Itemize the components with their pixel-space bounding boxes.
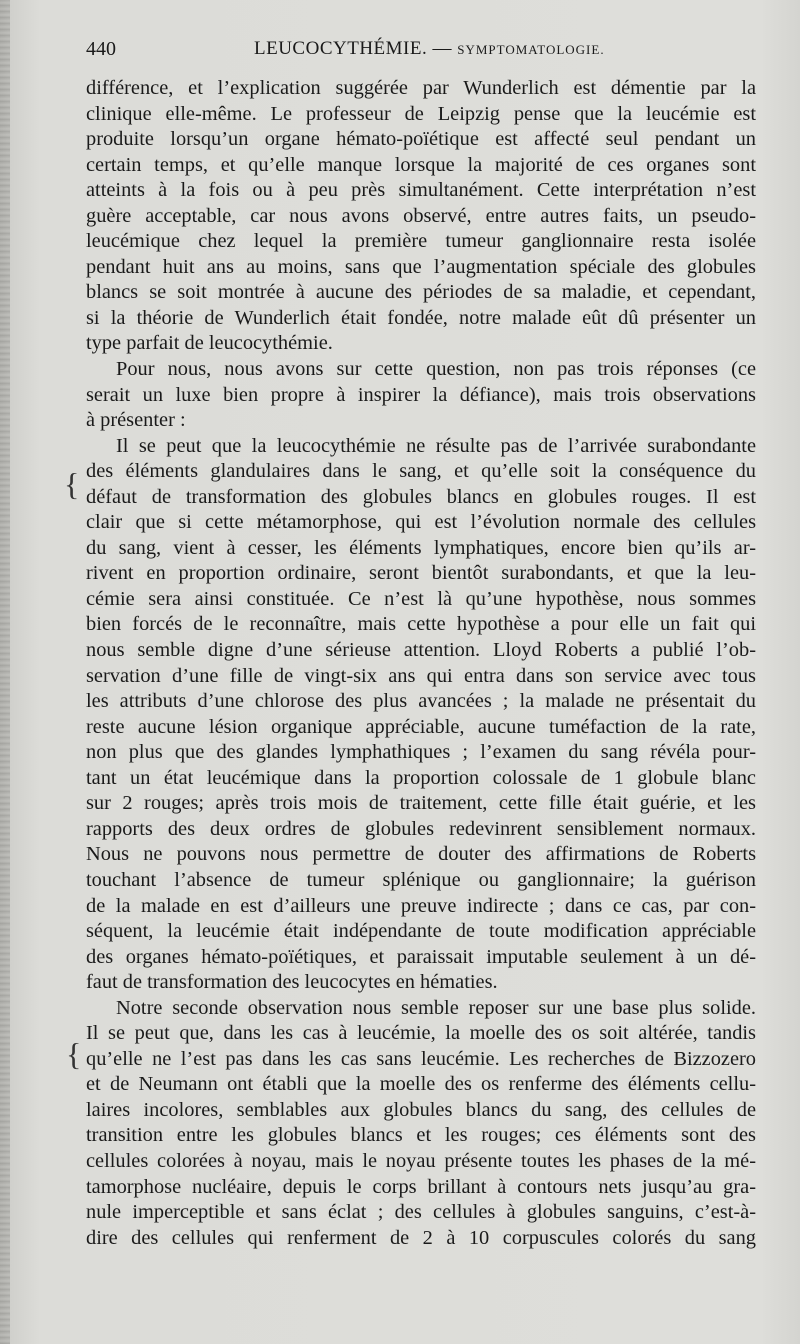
- text-line: leucémique chez lequel la première tumeur ganglionnaire resta isolée: [86, 230, 756, 253]
- text-line: si la théorie de Wunderlich était fondée, notre malade eût dû présenter un: [86, 306, 756, 329]
- text-line: rapports des deux ordres de globules redevinrent sensiblement normaux.: [86, 817, 756, 840]
- text-line: à présenter :: [86, 409, 186, 432]
- page-header: [86, 38, 756, 68]
- running-title: [254, 38, 605, 60]
- text-line: Pour nous, nous avons sur cette question, non pas trois réponses (ce: [116, 358, 756, 381]
- text-line: des organes hémato-poïétiques, et paraissait imputable seulement à un dé-: [86, 945, 756, 968]
- body-text: [86, 76, 756, 1251]
- text-line: rivent en proportion ordinaire, seront bientôt surabondants, et que la leu-: [86, 562, 756, 585]
- text-line: Il se peut que la leucocythémie ne résulte pas de l’arrivée surabondante: [116, 434, 756, 457]
- text-line: faut de transformation des leucocytes en hématies.: [86, 971, 498, 994]
- text-line: servation d’une fille de vingt-six ans qui entra dans son service avec tous: [86, 664, 756, 687]
- text-line: Il se peut que, dans les cas à leucémie, la moelle des os soit altérée, tandis: [86, 1022, 756, 1045]
- text-line: défaut de transformation des globules blancs en globules rouges. Il est: [86, 485, 756, 508]
- text-line: transition entre les globules blancs et les rouges; ces éléments sont des: [86, 1124, 756, 1147]
- text-line: qu’elle ne l’est pas dans les cas sans leucémie. Les recherches de Bizzozero: [86, 1047, 756, 1070]
- text-line: Notre seconde observation nous semble reposer sur une base plus solide.: [116, 996, 756, 1019]
- text-line: touchant l’absence de tumeur splénique ou ganglionnaire; la guérison: [86, 868, 756, 891]
- text-line: nule imperceptible et sans éclat ; des cellules à globules sanguins, c’est-à-: [86, 1201, 756, 1224]
- text-line: tamorphose nucléaire, depuis le corps brillant à contours nets jusqu’au gra-: [86, 1175, 756, 1198]
- text-line: et de Neumann ont établi que la moelle des os renferme des éléments cellu-: [86, 1073, 756, 1096]
- text-line: clair que si cette métamorphose, qui est l’évolution normale des cellules: [86, 511, 756, 534]
- text-line: reste aucune lésion organique appréciable, aucune tuméfaction de la rate,: [86, 715, 756, 738]
- running-title-main: LEUCOCYTHÉMIE. —: [254, 38, 452, 59]
- text-line: pendant huit ans au moins, sans que l’augmentation spéciale des globules: [86, 255, 756, 278]
- margin-bracket-2: {: [66, 1036, 82, 1072]
- text-line: dire des cellules qui renferment de 2 à 10 corpuscules colorés du sang: [86, 1226, 756, 1249]
- text-line: laires incolores, semblables aux globules blancs du sang, des cellules de: [86, 1098, 756, 1121]
- text-line: non plus que des glandes lymphathiques ; l’examen du sang révéla pour-: [86, 741, 756, 764]
- text-line: serait un luxe bien propre à inspirer la défiance), mais trois observations: [86, 383, 756, 406]
- text-line: du sang, vient à cesser, les éléments lymphatiques, encore bien qu’ils ar-: [86, 536, 756, 559]
- text-line: blancs se soit montrée à aucune des périodes de sa maladie, et cependant,: [86, 281, 756, 304]
- text-line: certain temps, et qu’elle manque lorsque la majorité de ces organes sont: [86, 153, 756, 176]
- text-line: les attributs d’une chlorose des plus avancées ; la malade ne présentait du: [86, 690, 756, 713]
- text-line: séquent, la leucémie était indépendante de toute modification appréciable: [86, 920, 756, 943]
- binding-edge: [0, 0, 10, 1344]
- text-line: cémie sera ainsi constituée. Ce n’est là qu’une hypothèse, nous sommes: [86, 587, 756, 610]
- text-line: de la malade en est d’ailleurs une preuve indirecte ; dans ce cas, par con-: [86, 894, 756, 917]
- text-line: produite lorsqu’un organe hémato-poïétique est affecté seul pendant un: [86, 128, 756, 151]
- text-line: type parfait de leucocythémie.: [86, 332, 333, 355]
- text-line: bien forcés de le reconnaître, mais cette hypothèse a pour elle un fait qui: [86, 613, 756, 636]
- text-line: Nous ne pouvons nous permettre de douter des affirmations de Roberts: [86, 843, 756, 866]
- text-line: guère acceptable, car nous avons observé, entre autres faits, un pseudo-: [86, 204, 756, 227]
- text-line: nous semble digne d’une sérieuse attention. Lloyd Roberts a publié l’ob-: [86, 639, 756, 662]
- text-line: clinique elle-même. Le professeur de Leipzig pense que la leucémie est: [86, 102, 756, 125]
- text-line: cellules colorées à noyau, mais le noyau présente toutes les phases de la mé-: [86, 1149, 756, 1172]
- text-line: des éléments glandulaires dans le sang, et qu’elle soit la conséquence du: [86, 460, 756, 483]
- text-line: sur 2 rouges; après trois mois de traitement, cette fille était guérie, et les: [86, 792, 756, 815]
- margin-bracket-1: {: [64, 466, 80, 502]
- text-line: différence, et l’explication suggérée par Wunderlich est démentie par la: [86, 77, 756, 99]
- text-line: atteints à la fois ou à peu près simultanément. Cette interprétation n’est: [86, 179, 756, 202]
- text-line: tant un état leucémique dans la proportion colossale de 1 globule blanc: [86, 766, 756, 789]
- running-title-sub: SYMPTOMATOLOGIE.: [457, 42, 605, 57]
- page-number: 440: [86, 38, 116, 60]
